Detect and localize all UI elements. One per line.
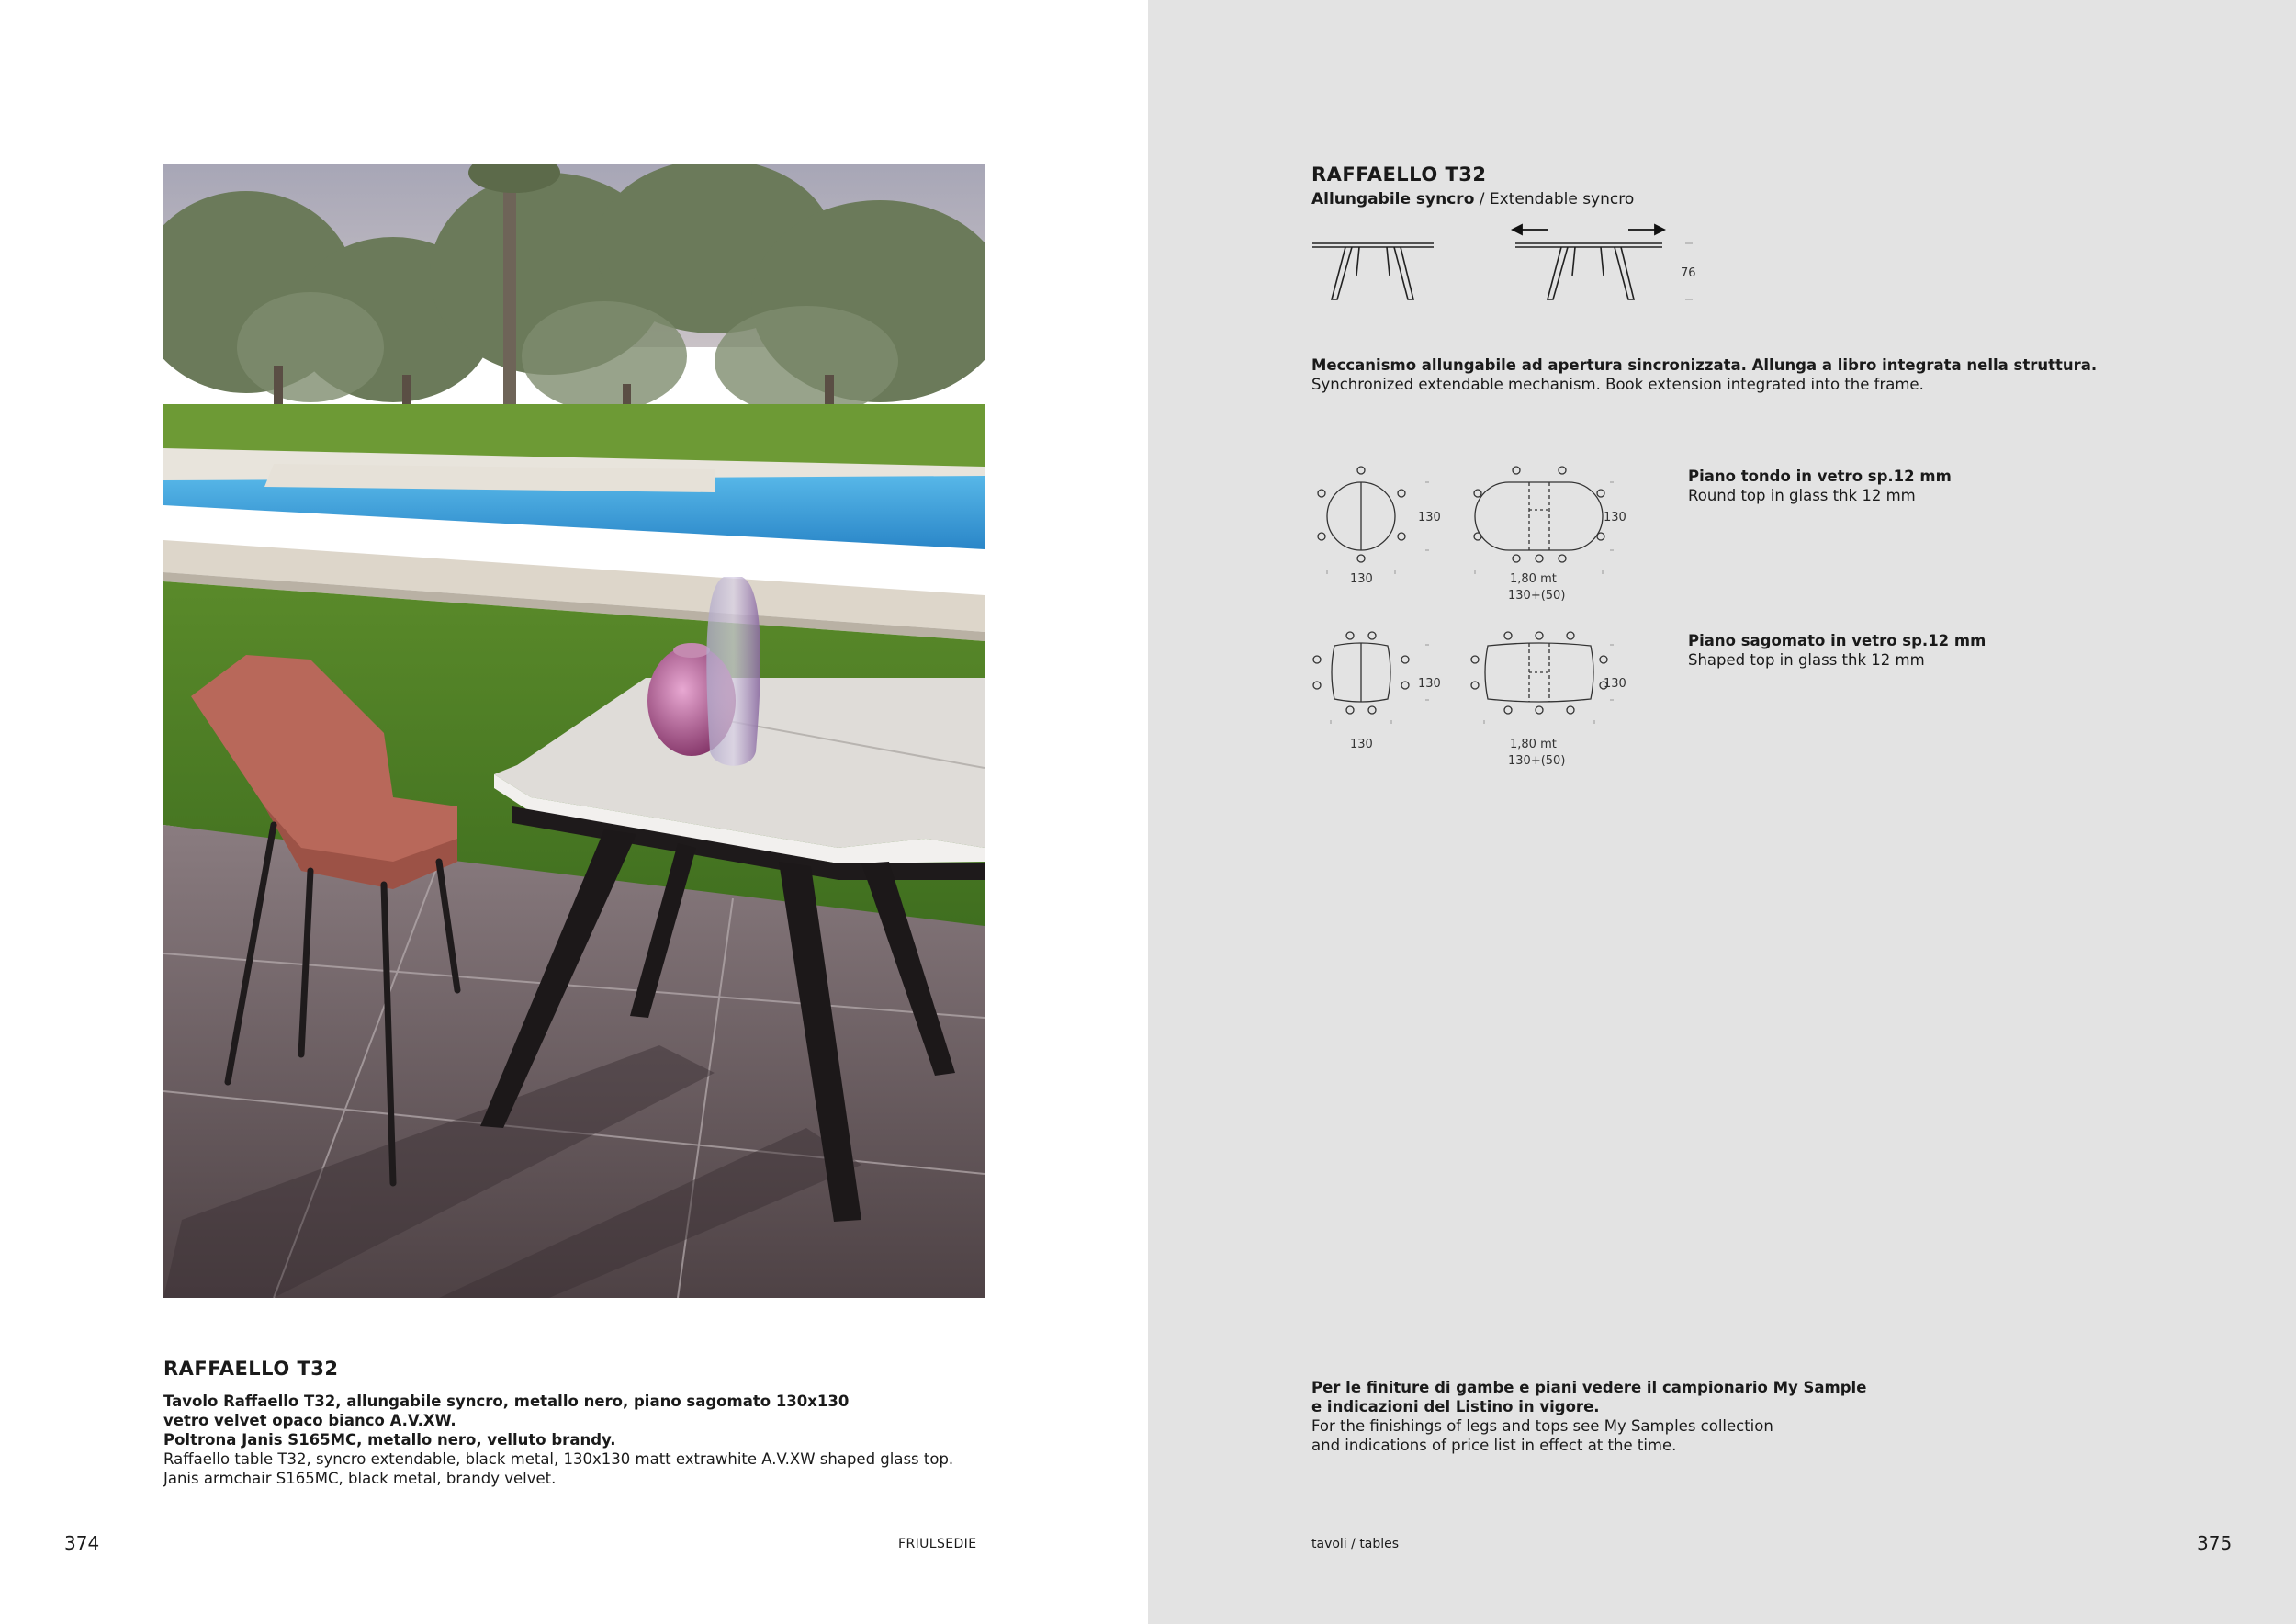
caption-en-line-2: Janis armchair S165MC, black metal, brandy velvet. xyxy=(163,1470,557,1487)
spec-shaped-top xyxy=(1688,631,1986,670)
finishes-note xyxy=(1311,1378,1866,1455)
round-ext-length-label: 1,80 mt xyxy=(1510,572,1557,586)
product-description xyxy=(1311,355,2097,394)
product-title: RAFFAELLO T32 xyxy=(1311,164,1487,186)
subtitle-it: Allungabile syncro xyxy=(1311,190,1475,209)
round-top-plan-drawing xyxy=(1309,459,1639,606)
photo-caption xyxy=(163,1392,1008,1488)
shaped-closed-length-label: 130 xyxy=(1350,738,1373,751)
caption-it-line-2: vetro velvet opaco bianco A.V.XW. xyxy=(163,1412,456,1429)
shaped-ext-length-label: 1,80 mt xyxy=(1510,738,1557,751)
caption-en-line-1: Raffaello table T32, syncro extendable, black metal, 130x130 matt extrawhite A.V.XW shaped glass top. xyxy=(163,1450,954,1468)
side-view-drawing xyxy=(1309,219,1713,310)
caption-it-line-3: Poltrona Janis S165MC, metallo nero, velluto brandy. xyxy=(163,1431,616,1449)
description-en: Synchronized extendable mechanism. Book extension integrated into the frame. xyxy=(1311,376,1924,393)
spec-shaped-en: Shaped top in glass thk 12 mm xyxy=(1688,651,1925,669)
shaped-ext-width-label: 130 xyxy=(1604,677,1626,691)
spec-round-en: Round top in glass thk 12 mm xyxy=(1688,487,1916,504)
shaped-ext-formula-label: 130+(50) xyxy=(1508,754,1566,768)
page-number-left: 374 xyxy=(64,1532,100,1554)
note-it-line-1: Per le finiture di gambe e piani vedere il campionario My Sample xyxy=(1311,1379,1867,1396)
footer-brand: FRIULSEDIE xyxy=(898,1537,977,1551)
note-it-line-2: e indicazioni del Listino in vigore. xyxy=(1311,1398,1600,1415)
page-number-right: 375 xyxy=(2197,1532,2233,1554)
shaped-top-plan-drawing xyxy=(1309,625,1639,772)
round-ext-width-label: 130 xyxy=(1604,511,1626,524)
spec-round-it: Piano tondo in vetro sp.12 mm xyxy=(1688,468,1952,485)
spec-round-top xyxy=(1688,467,1952,505)
round-closed-width-label: 130 xyxy=(1418,511,1441,524)
height-dim: 76 xyxy=(1681,266,1696,280)
round-closed-length-label: 130 xyxy=(1350,572,1373,586)
spec-shaped-it: Piano sagomato in vetro sp.12 mm xyxy=(1688,632,1986,649)
note-en-line-1: For the finishings of legs and tops see My Samples collection xyxy=(1311,1417,1773,1435)
product-photo xyxy=(163,164,985,1298)
caption-it-line-1: Tavolo Raffaello T32, allungabile syncro, metallo nero, piano sagomato 130x130 xyxy=(163,1393,850,1410)
note-en-line-2: and indications of price list in effect at the time. xyxy=(1311,1437,1677,1454)
footer-category: tavoli / tables xyxy=(1311,1537,1400,1551)
shaped-closed-width-label: 130 xyxy=(1418,677,1441,691)
product-subtitle xyxy=(1311,190,1634,209)
description-it: Meccanismo allungabile ad apertura sincronizzata. Allunga a libro integrata nella struttura. xyxy=(1311,356,2098,374)
round-ext-formula-label: 130+(50) xyxy=(1508,589,1566,603)
caption-title: RAFFAELLO T32 xyxy=(163,1358,339,1380)
subtitle-en: / Extendable syncro xyxy=(1474,190,1635,209)
